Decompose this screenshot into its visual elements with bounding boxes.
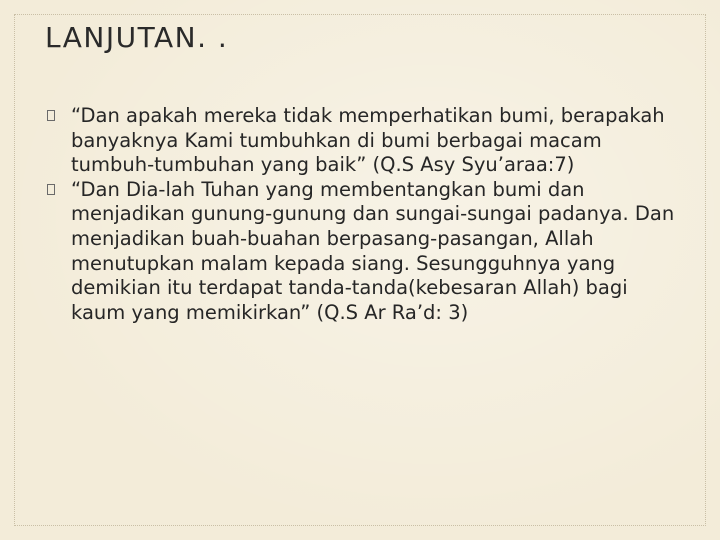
bullet-list: [45, 104, 685, 325]
frame-top-border: [14, 14, 706, 15]
bullet-text: “Dan apakah mereka tidak memperhatikan bumi, berapakah banyaknya Kami tumbuhkan di bumi berbagai macam tumbuh-tumbuhan yang baik” (Q.S Asy Syu’araa:7): [71, 104, 665, 177]
frame-left-border: [14, 14, 15, 526]
frame-bottom-border: [14, 525, 706, 526]
square-bullet-icon: [45, 110, 71, 122]
frame-right-border: [705, 14, 706, 526]
bullet-item: [45, 178, 685, 326]
slide-title: LANJUTAN. .: [45, 21, 229, 54]
bullet-text: “Dan Dia-lah Tuhan yang membentangkan bumi dan menjadikan gunung-gunung dan sungai-sungai padanya. Dan menjadikan buah-buahan berpasang-pasangan, Allah menutupkan malam kepada siang. Sesungguhnya yang demikian itu terdapat tanda-tanda(kebesaran Allah) bagi kaum yang memikirkan” (Q.S Ar Ra’d: 3): [71, 177, 675, 324]
bullet-item: [45, 104, 685, 178]
square-bullet-icon: [45, 184, 71, 196]
